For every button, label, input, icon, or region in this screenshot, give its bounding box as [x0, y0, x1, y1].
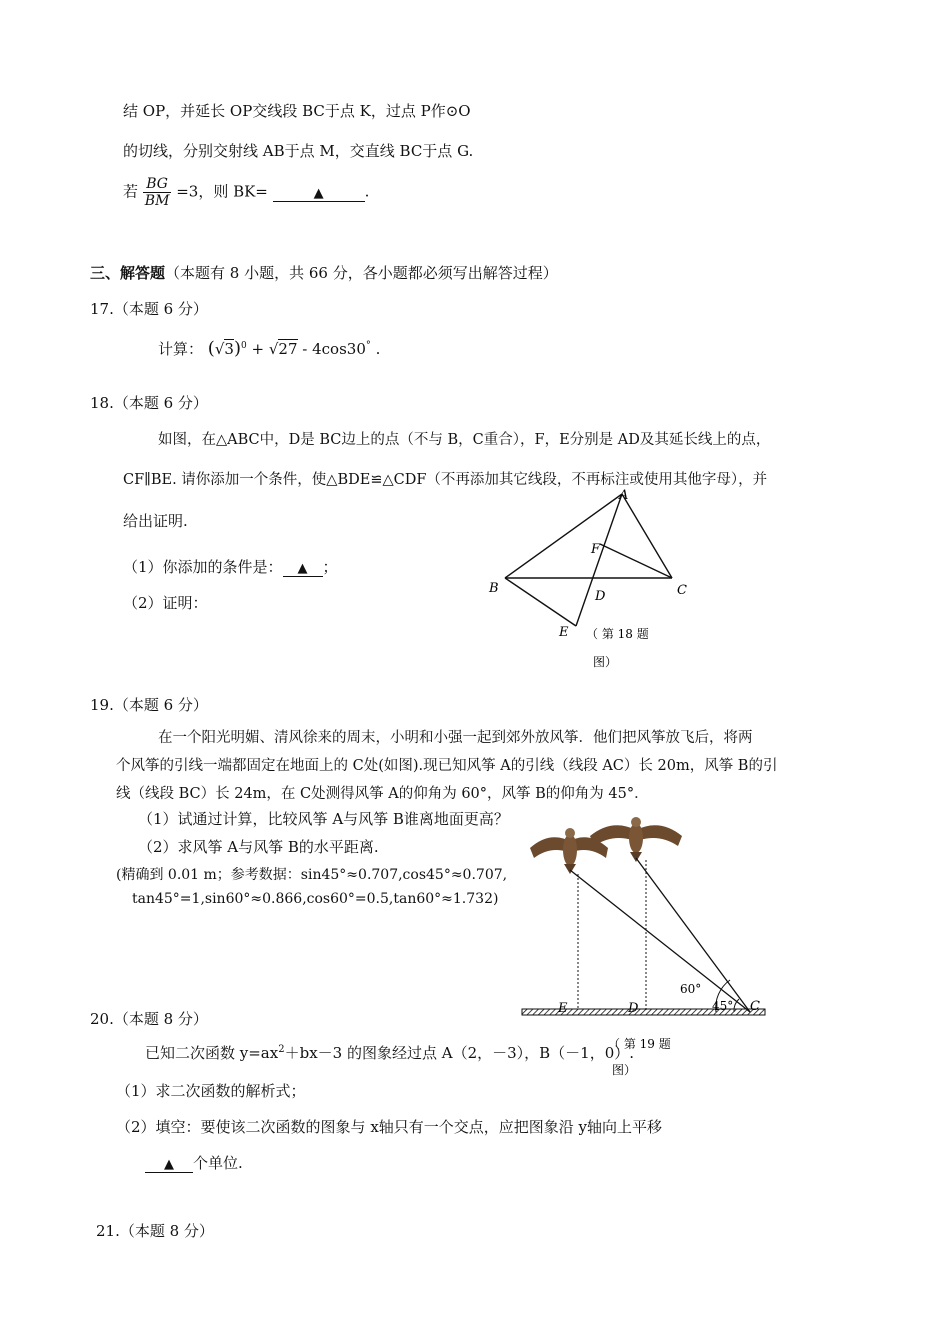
- q19-reference-2: tan45°=1,sin60°≈0.866,cos60°=0.5,tan60°≈1.732): [132, 891, 499, 907]
- q19-part1: （1）试通过计算，比较风筝 A与风筝 B谁离地面更高？: [138, 810, 509, 828]
- q16-fraction: [143, 176, 172, 209]
- label-E: E: [558, 1001, 568, 1016]
- q17-degree: °: [365, 340, 371, 351]
- q19-line2: 个风筝的引线一端都固定在地面上的 C处(如图).现已知风筝 A的引线（线段 AC）长 20m，风筝 B的引: [116, 758, 778, 774]
- q20-blank-line: [145, 1152, 243, 1173]
- q16-frac-den: BM: [144, 193, 170, 209]
- q19-line1: 在一个阳光明媚、清风徐来的周末，小明和小强一起到郊外放风筝．他们把风筝放飞后，将两: [158, 730, 753, 746]
- q17-radicand-1: 3: [224, 340, 234, 358]
- q16-ratio-line: [123, 176, 369, 209]
- label-C: C: [750, 999, 760, 1014]
- q18-answer-blank: [283, 558, 323, 577]
- label-B: B: [489, 581, 499, 596]
- q18-part1-text: （1）你添加的条件是：: [123, 558, 283, 576]
- q19-caption-2: 图）: [612, 1063, 637, 1077]
- q18-heading: 18.（本题 6 分）: [90, 394, 208, 412]
- q21-heading: 21.（本题 8 分）: [96, 1222, 214, 1240]
- q20-part2-end: 个单位.: [193, 1154, 243, 1172]
- q17-plus: +: [251, 340, 265, 358]
- label-A: A: [619, 488, 629, 503]
- q20-line1-a: 已知二次函数 y=ax: [145, 1044, 279, 1062]
- q17-end: .: [375, 340, 381, 358]
- sqrt-icon: √: [214, 340, 225, 358]
- q17-heading: 17.（本题 6 分）: [90, 300, 208, 318]
- q17-radicand-2: 27: [278, 340, 298, 358]
- q20-part1: （1）求二次函数的解析式；: [116, 1082, 306, 1100]
- q17-prefix: 计算：: [158, 340, 204, 358]
- q17-rest: - 4cos30: [302, 340, 366, 358]
- q18-figure: [480, 486, 700, 676]
- q20-heading: 20.（本题 8 分）: [90, 1010, 208, 1028]
- q20-exponent: 2: [278, 1044, 285, 1055]
- label-D: D: [595, 589, 606, 604]
- q18-caption-1: （ 第 18 题: [586, 627, 649, 641]
- q18-line1: 如图，在△ABC中，D是 BC边上的点（不与 B，C重合），F，E分别是 AD及其延长线上的点，: [158, 432, 771, 448]
- q18-part1-end: ；: [322, 558, 338, 576]
- segment-BE: [505, 578, 576, 626]
- angle-label-45: 45°: [712, 999, 734, 1013]
- triangle-mark-icon: ▲: [297, 561, 308, 576]
- q18-line2: CF∥BE. 请你添加一个条件，使△BDE≌△CDF（不再添加其它线段，不再标注或使用其他字母），并: [123, 472, 768, 488]
- label-E: E: [559, 625, 569, 640]
- segment-AB: [505, 494, 622, 578]
- q18-part2: （2）证明：: [123, 594, 208, 612]
- q17-exponent: 0: [240, 341, 247, 351]
- triangle-mark-icon: ▲: [164, 1157, 174, 1172]
- q20-part2: （2）填空：要使该二次函数的图象与 x轴只有一个交点，应把图象沿 y轴向上平移: [116, 1118, 663, 1136]
- q16-frac-num: BG: [143, 176, 172, 193]
- q18-part1: [123, 556, 338, 577]
- q19-heading: 19.（本题 6 分）: [90, 696, 208, 714]
- q19-reference-1: (精确到 0.01 m；参考数据：sin45°≈0.707,cos45°≈0.707,: [116, 867, 508, 883]
- q16-ratio-eq: =3，则 BK=: [176, 182, 268, 201]
- q20-line1-b: ＋bx－3 的图象经过点 A（2，－3），B（－1，0）.: [284, 1044, 635, 1062]
- q16-end: .: [364, 182, 370, 201]
- sqrt-icon: √: [268, 340, 279, 358]
- segment-AC: [622, 494, 672, 578]
- q16-line2: 的切线，分别交射线 AB于点 M，交直线 BC于点 G.: [123, 142, 474, 160]
- angle-label-60: 60°: [680, 982, 702, 996]
- segment-AE: [576, 494, 622, 626]
- q19-caption-1: （ 第 19 题: [608, 1037, 671, 1051]
- q19-part2: （2）求风筝 A与风筝 B的水平距离.: [138, 838, 379, 856]
- q19-line3: 线（线段 BC）长 24m，在 C处测得风筝 A的仰角为 60°，风筝 B的仰角为 45°．: [116, 786, 649, 802]
- q18-line3: 给出证明.: [123, 512, 188, 530]
- q18-caption-2: 图）: [593, 655, 618, 669]
- label-D: D: [628, 1001, 639, 1016]
- section3-title: 三、解答题: [90, 264, 166, 282]
- section3-heading: [90, 262, 558, 283]
- label-F: F: [591, 542, 601, 557]
- q20-answer-blank: [145, 1154, 193, 1173]
- section3-desc: （本题有 8 小题，共 66 分，各小题都必须写出解答过程）: [165, 264, 558, 282]
- q16-ratio-prefix: 若: [123, 182, 139, 201]
- q17-expression: 计算： $(√3)^0 + √27 - 4\cos 30^\circ$ .: [158, 338, 381, 359]
- q16-line1: 结 OP，并延长 OP交线段 BC于点 K，过点 P作⊙O: [123, 102, 471, 120]
- label-C: C: [677, 583, 687, 598]
- q20-line1: [145, 1042, 634, 1063]
- triangle-mark-icon: ▲: [313, 185, 324, 201]
- q16-answer-blank: [273, 183, 365, 202]
